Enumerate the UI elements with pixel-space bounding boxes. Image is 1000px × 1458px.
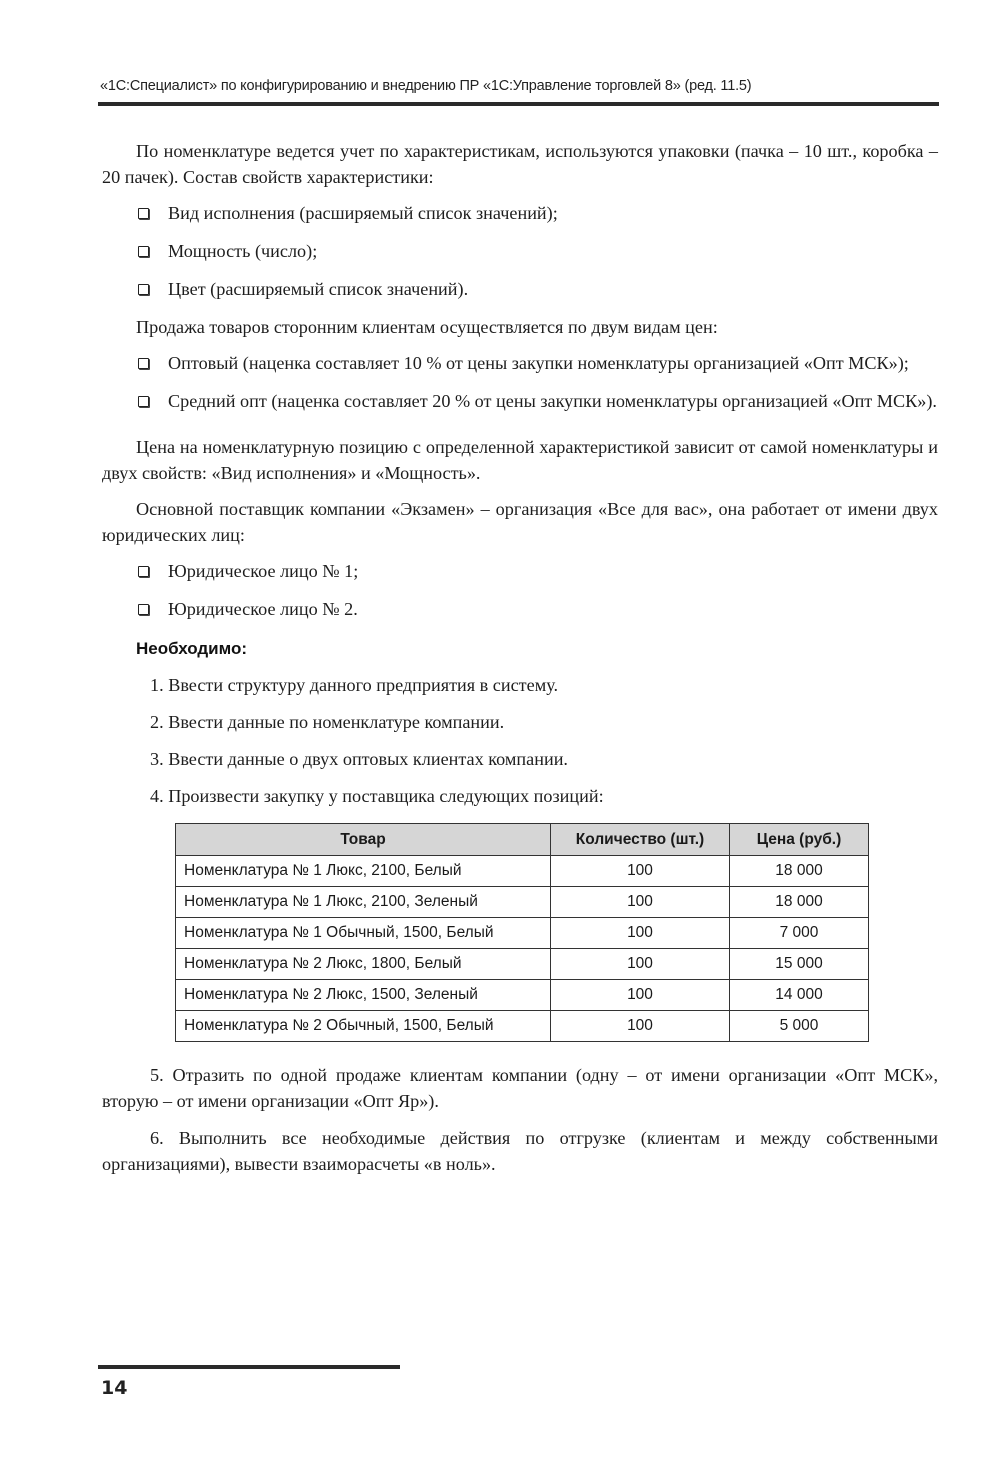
cell-quantity: 100: [551, 1011, 730, 1042]
list-item: Оптовый (наценка составляет 10 % от цены закупки номенклатуры организацией «Опт МСК»);: [102, 350, 938, 376]
price-types-list: [102, 350, 938, 414]
cell-quantity: 100: [551, 918, 730, 949]
task-steps-continued: [102, 1062, 938, 1177]
paragraph-supplier: Основной поставщик компании «Экзамен» – организация «Все для вас», она работает от имени двух юридических лиц:: [102, 499, 938, 545]
list-item: Вид исполнения (расширяемый список значений);: [102, 200, 938, 226]
cell-product: Номенклатура № 2 Обычный, 1500, Белый: [176, 1011, 551, 1042]
task-step: 5. Отразить по одной продаже клиентам компании (одну – от имени организации «Опт МСК», вторую – от имени организации «Опт Яр»).: [102, 1065, 938, 1111]
task-step: 3. Ввести данные о двух оптовых клиентах компании.: [150, 749, 568, 769]
table-header-row: [176, 824, 869, 856]
cell-quantity: 100: [551, 887, 730, 918]
list-item: Мощность (число);: [102, 238, 938, 264]
footer-rule: [98, 1365, 400, 1369]
cell-quantity: 100: [551, 856, 730, 887]
page-number: 14: [101, 1377, 128, 1399]
column-header-quantity: Количество (шт.): [551, 824, 730, 856]
task-steps: [102, 672, 938, 809]
cell-price: 5 000: [730, 1011, 869, 1042]
task-step: 6. Выполнить все необходимые действия по отгрузке (клиентам и между собственными организациями), вывести взаиморасчеты «в ноль».: [102, 1128, 938, 1174]
cell-quantity: 100: [551, 949, 730, 980]
cell-price: 7 000: [730, 918, 869, 949]
checkbox-bullet-icon: [138, 246, 149, 257]
task-step: 1. Ввести структуру данного предприятия в систему.: [150, 675, 559, 695]
properties-list: [102, 200, 938, 302]
checkbox-bullet-icon: [138, 604, 149, 615]
table-row: [176, 1011, 869, 1042]
purchase-table: [175, 823, 869, 1042]
table-row: [176, 918, 869, 949]
table-row: [176, 887, 869, 918]
checkbox-bullet-icon: [138, 396, 149, 407]
task-heading: Необходимо:: [136, 639, 248, 658]
checkbox-bullet-icon: [138, 358, 149, 369]
paragraph-price-types: Продажа товаров сторонним клиентам осуществляется по двум видам цен:: [136, 317, 718, 337]
cell-product: Номенклатура № 1 Люкс, 2100, Белый: [176, 856, 551, 887]
paragraph-price-dependency: Цена на номенклатурную позицию с определенной характеристикой зависит от самой номенклатуры и двух свойств: «Вид исполнения» и «Мощность».: [102, 437, 938, 483]
cell-price: 14 000: [730, 980, 869, 1011]
table-row: [176, 949, 869, 980]
column-header-price: Цена (руб.): [730, 824, 869, 856]
running-header: «1С:Специалист» по конфигурированию и внедрению ПР «1С:Управление торговлей 8» (ред. 11.5): [100, 78, 752, 94]
checkbox-bullet-icon: [138, 566, 149, 577]
checkbox-bullet-icon: [138, 208, 149, 219]
cell-product: Номенклатура № 2 Люкс, 1800, Белый: [176, 949, 551, 980]
page-body: [102, 138, 938, 1188]
cell-product: Номенклатура № 1 Обычный, 1500, Белый: [176, 918, 551, 949]
list-item: Средний опт (наценка составляет 20 % от цены закупки номенклатуры организацией «Опт МСК»).: [102, 388, 938, 414]
paragraph-characteristics: По номенклатуре ведется учет по характеристикам, используются упаковки (пачка – 10 шт., коробка – 20 пачек). Состав свойств характеристики:: [102, 141, 938, 187]
list-item: Цвет (расширяемый список значений).: [102, 276, 938, 302]
list-item: Юридическое лицо № 1;: [102, 558, 938, 584]
task-step: 4. Произвести закупку у поставщика следующих позиций:: [150, 786, 604, 806]
table-row: [176, 980, 869, 1011]
task-step: 2. Ввести данные по номенклатуре компании.: [150, 712, 505, 732]
table-row: [176, 856, 869, 887]
column-header-product: Товар: [176, 824, 551, 856]
cell-product: Номенклатура № 2 Люкс, 1500, Зеленый: [176, 980, 551, 1011]
list-item: Юридическое лицо № 2.: [102, 596, 938, 622]
legal-entities-list: [102, 558, 938, 622]
checkbox-bullet-icon: [138, 284, 149, 295]
cell-product: Номенклатура № 1 Люкс, 2100, Зеленый: [176, 887, 551, 918]
header-rule: [98, 102, 939, 106]
cell-price: 18 000: [730, 856, 869, 887]
cell-price: 15 000: [730, 949, 869, 980]
cell-quantity: 100: [551, 980, 730, 1011]
cell-price: 18 000: [730, 887, 869, 918]
